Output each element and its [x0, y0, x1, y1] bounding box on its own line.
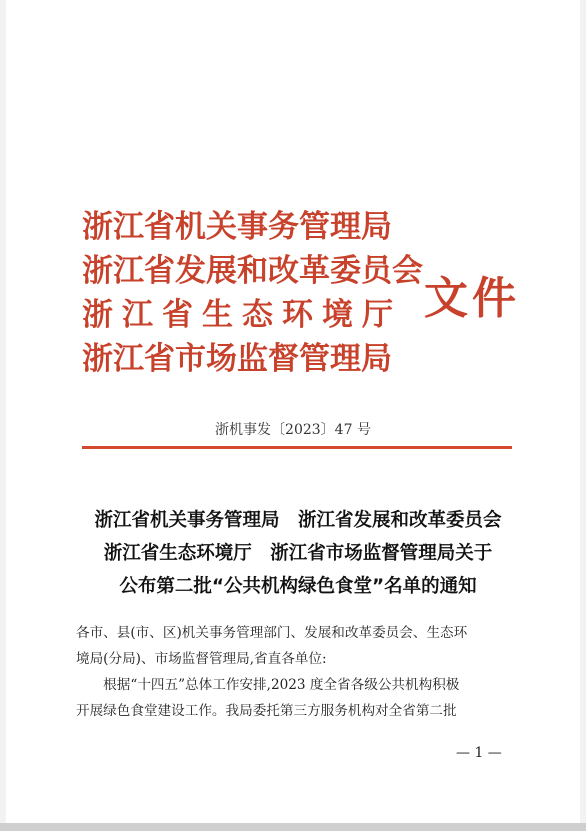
- document-number: 浙机事发〔2023〕47 号: [215, 422, 371, 438]
- title-line-2: 浙江省生态环境厅 浙江省市场监督管理局关于: [103, 543, 493, 564]
- issuer-line-3: 浙江省生态环境厅: [82, 297, 402, 333]
- issuer-line-4: 浙江省市场监督管理局: [82, 341, 392, 377]
- body-line-4: 开展绿色食堂建设工作。我局委托第三方服务机构对全省第二批: [76, 703, 457, 719]
- page-number: — 1 —: [456, 745, 502, 761]
- document-label: 文件: [424, 273, 520, 324]
- document-title: [66, 504, 530, 603]
- issuer-line-1: 浙江省机关事务管理局: [82, 209, 392, 245]
- body-line-1: 各市、县(市、区)机关事务管理部门、发展和改革委员会、生态环: [76, 625, 468, 641]
- body-line-3: 根据“十四五”总体工作安排,2023 度全省各级公共机构积极: [76, 677, 460, 693]
- red-divider-line: [82, 446, 512, 449]
- body-line-2: 境局(分局)、市场监督管理局,省直各单位:: [76, 651, 327, 667]
- document-body: [76, 620, 514, 724]
- issuing-agencies: [82, 205, 423, 381]
- scan-bottom-edge: [0, 823, 586, 831]
- document-page: [6, 0, 580, 823]
- issuer-line-2: 浙江省发展和改革委员会: [82, 253, 423, 289]
- title-line-3: 公布第二批“公共机构绿色食堂”名单的通知: [119, 576, 477, 597]
- title-line-1: 浙江省机关事务管理局 浙江省发展和改革委员会: [94, 510, 502, 531]
